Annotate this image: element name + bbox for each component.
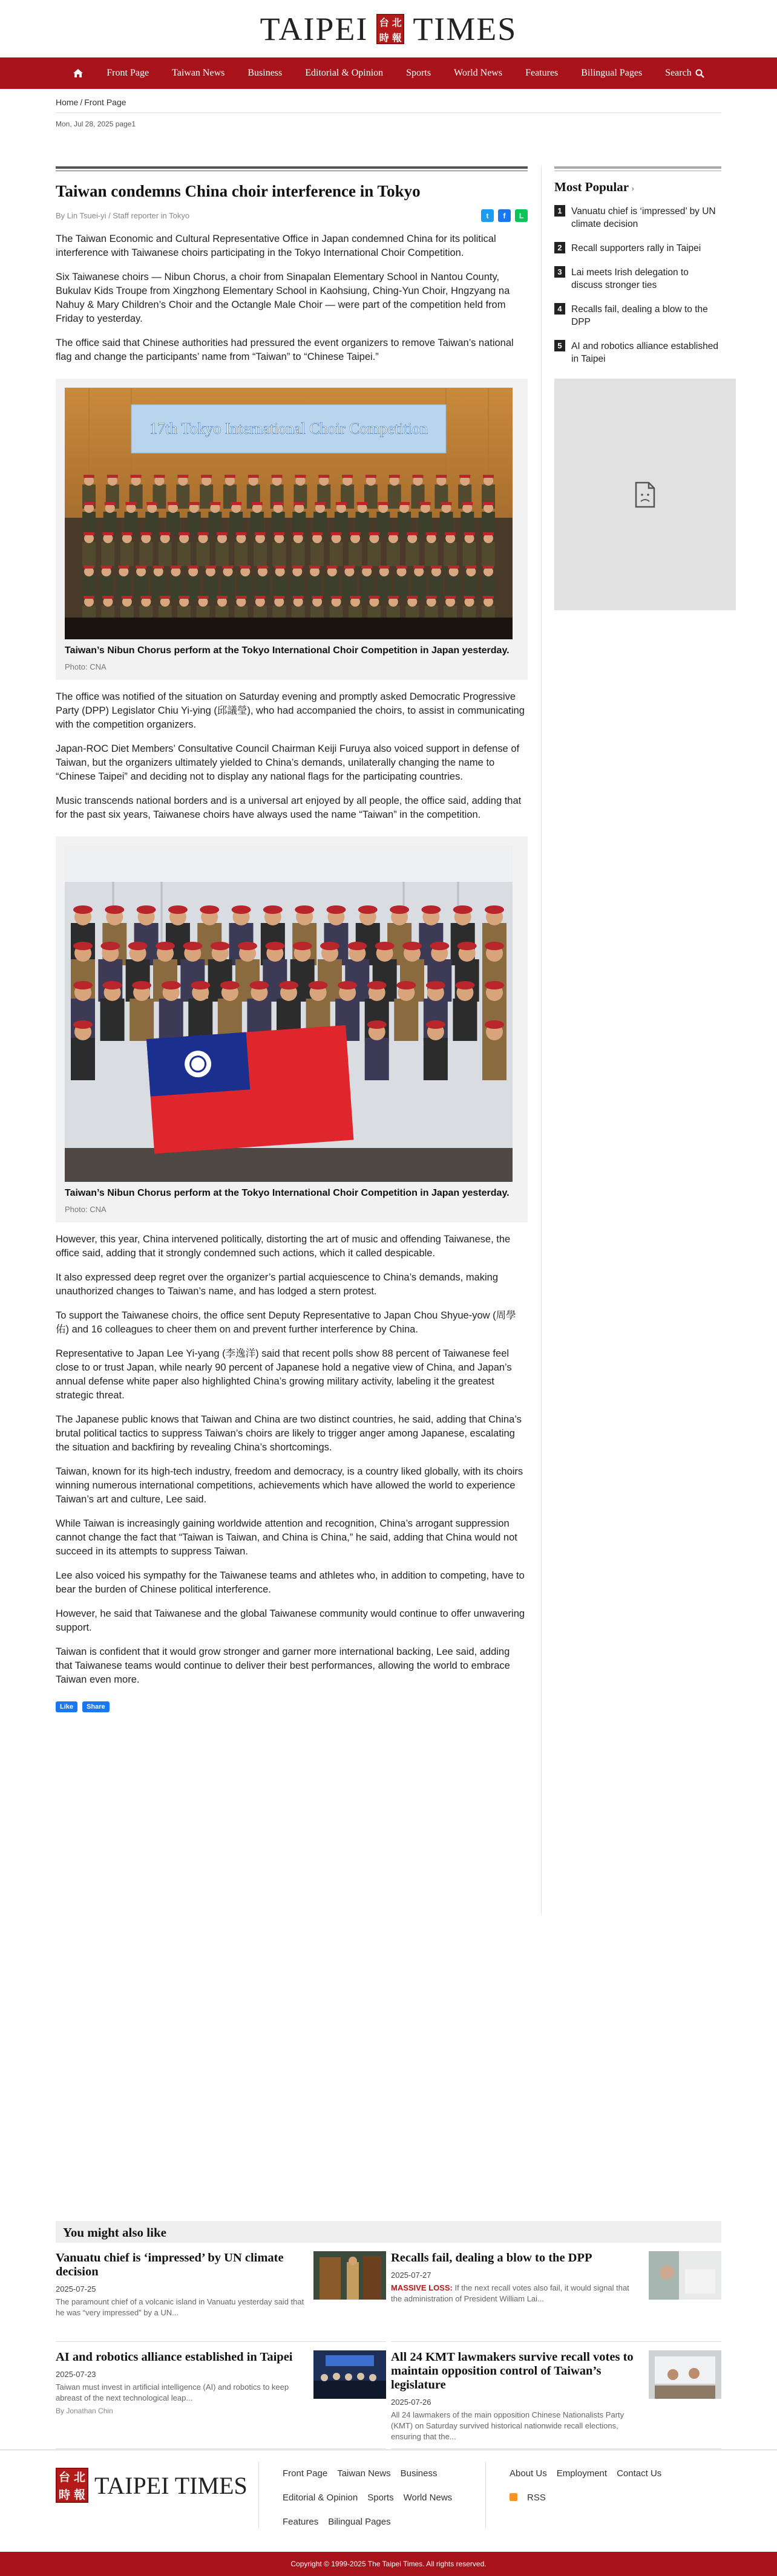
footer-section-links (283, 2462, 476, 2534)
card-title[interactable]: Recalls fail, dealing a blow to the DPP (391, 2251, 592, 2265)
card-title[interactable]: AI and robotics alliance established in Taipei (56, 2350, 293, 2364)
footer-link[interactable]: Sports (367, 2493, 394, 2503)
breadcrumb-home[interactable]: Home (56, 97, 79, 107)
facebook-share-button[interactable]: Share (82, 1701, 110, 1712)
card-snippet (391, 2410, 640, 2442)
most-popular-list (554, 205, 721, 365)
footer-link[interactable]: Business (400, 2468, 438, 2479)
popular-item[interactable] (554, 340, 721, 365)
article-paragraph: While Taiwan is increasingly gaining worldwide attention and recognition, China’s arrogant suppression cannot change the fact that “Taiwan is Taiwan, and China is China,” he said, adding that China would not succeed in its attempts to suppress Taiwan. (56, 1518, 517, 1557)
rss-link[interactable] (510, 2493, 556, 2503)
nav-search-button[interactable] (654, 68, 716, 79)
card-snippet (56, 2382, 305, 2404)
card-thumbnail[interactable] (649, 2350, 721, 2399)
sidebar-top-rule (554, 166, 721, 171)
figure-caption: Taiwan’s Nibun Chorus perform at the Tokyo International Choir Competition in Japan yesterday. (65, 1188, 510, 1198)
nav-search-label: Search (665, 68, 692, 78)
seal-char: 報 (392, 31, 402, 44)
card-date: 2025-07-27 (391, 2271, 431, 2280)
card-body (391, 2251, 640, 2335)
figure-credit: Photo: CNA (65, 662, 107, 671)
footer-link[interactable]: Employment (556, 2468, 608, 2479)
article-title: Taiwan condemns China choir interference in Tokyo (56, 182, 421, 200)
facebook-share-icon[interactable]: f (498, 209, 511, 222)
byline: By Lin Tsuei-yi / Staff reporter in Tokyo (56, 211, 190, 220)
related-card[interactable] (56, 2251, 386, 2342)
article-top-rule (56, 166, 528, 171)
footer-link[interactable]: Front Page (283, 2468, 328, 2479)
nav-business[interactable]: Business (248, 68, 283, 78)
popular-rank: 3 (554, 266, 565, 278)
byline-row (56, 209, 528, 222)
nav-world-news[interactable]: World News (454, 68, 503, 78)
popular-rank: 2 (554, 242, 565, 253)
main-nav (0, 57, 777, 89)
home-icon[interactable] (61, 68, 95, 78)
card-highlight: MASSIVE LOSS: (391, 2283, 453, 2292)
social-like-bar (56, 1701, 528, 1712)
card-snippet-text: If the next recall votes also fail, it would signal that the administration of President William Lai... (391, 2283, 629, 2303)
article-paragraph: Music transcends national borders and is a universal art enjoyed by all people, the office said, adding that for the past six years, Taiwanese choirs have always used the name “Taiwan” in the competition. (56, 795, 522, 820)
popular-title: Recalls fail, dealing a blow to the DPP (571, 304, 708, 327)
footer-link[interactable]: About Us (510, 2468, 547, 2479)
nav-features[interactable]: Features (525, 68, 559, 78)
article-figure (56, 836, 528, 1222)
search-icon (695, 69, 704, 78)
footer-link[interactable]: Bilingual Pages (328, 2517, 391, 2527)
article-paragraph: The Japanese public knows that Taiwan and China are two distinct countries, he said, adding that China’s brutal political tactics to suppress Taiwan’s choirs are likely to trigger anger among Japanese, escalating the situation and backfiring by revealing China’s shortcomings. (56, 1414, 522, 1453)
twitter-share-icon[interactable]: t (481, 209, 494, 222)
most-popular-title: Most Popular (554, 180, 629, 194)
seal-char: 時 (58, 2488, 70, 2502)
footer-link[interactable]: World News (403, 2493, 453, 2503)
article-figure (56, 379, 528, 680)
article-paragraph: Taiwan is confident that it would grow stronger and garner more international backing, Lee said, adding that Taiwanese teams would continue to deliver their best performances, allowing the world to embrace Taiwan even more. (56, 1646, 510, 1685)
line-share-icon[interactable]: L (515, 209, 528, 222)
footer-seal-logo (56, 2468, 88, 2503)
article-paragraph: It also expressed deep regret over the organizer’s partial acquiescence to China’s demands, making unauthorized changes to Taiwan’s name, and has lodged a stern protest. (56, 1272, 499, 1297)
card-title[interactable]: All 24 KMT lawmakers survive recall votes to maintain opposition control of Taiwan’s legislature (391, 2350, 634, 2392)
card-body (56, 2350, 305, 2442)
related-articles (56, 2221, 721, 2449)
related-heading: You might also like (56, 2221, 721, 2243)
related-card[interactable] (56, 2350, 386, 2449)
article (56, 166, 528, 1712)
breadcrumb-sep: / (80, 97, 83, 107)
rss-label: RSS (527, 2493, 546, 2503)
article-paragraph: Lee also voiced his sympathy for the Taiwanese teams and athletes who, in addition to competing, have to bear the burden of Chinese political interference. (56, 1570, 525, 1595)
popular-item[interactable] (554, 242, 721, 255)
card-date: 2025-07-25 (56, 2284, 96, 2294)
column-divider (541, 166, 542, 1914)
popular-rank: 4 (554, 303, 565, 315)
card-snippet-text: All 24 lawmakers of the main opposition Chinese Nationalists Party (KMT) on Saturday survived historical nationwide recall elections, ensuring that the... (391, 2410, 625, 2441)
related-grid (56, 2251, 721, 2449)
card-thumbnail[interactable] (649, 2251, 721, 2300)
related-card[interactable] (391, 2251, 721, 2342)
nav-sports[interactable]: Sports (406, 68, 431, 78)
popular-title: AI and robotics alliance established in Taipei (571, 341, 718, 364)
broken-document-icon (634, 481, 656, 508)
nav-bilingual-pages[interactable]: Bilingual Pages (581, 68, 643, 78)
content-wrap (56, 89, 721, 1710)
article-paragraph: Six Taiwanese choirs — Nibun Chorus, a choir from Sinapalan Elementary School in Nantou County, Bukulav Kids Troupe from Xingzhong Elementary School in Kaohsiung, Ching-Yun Choir, Hngzyang na Nahuy & Mary Children’s Choir and the Octangle Male Choir — were part of the competition held from Friday to yesterday. (56, 272, 510, 324)
card-date: 2025-07-23 (56, 2370, 96, 2379)
seal-char: 時 (379, 31, 389, 44)
seal-char: 報 (73, 2488, 85, 2502)
seal-char: 台 (58, 2471, 70, 2484)
copyright-bar: Copyright © 1999-2025 The Taipei Times. All rights reserved. (0, 2552, 777, 2576)
footer-info-links (510, 2462, 715, 2510)
card-title[interactable]: Vanuatu chief is ‘impressed’ by UN climate decision (56, 2251, 284, 2278)
article-paragraph: The office was notified of the situation on Saturday evening and promptly asked Democratic Progressive Party (DPP) Legislator Chiu Yi-ying (邱議瑩), who had accompanied the choirs, to assist in communicating with the competition organizers. (56, 691, 525, 730)
related-card[interactable] (391, 2350, 721, 2449)
masthead-times: TIMES (413, 10, 517, 47)
popular-item[interactable] (554, 266, 721, 292)
sidebar (554, 166, 721, 610)
rss-icon (510, 2493, 517, 2501)
card-thumbnail[interactable] (313, 2350, 386, 2399)
card-date: 2025-07-26 (391, 2398, 431, 2407)
nav-taiwan-news[interactable]: Taiwan News (172, 68, 225, 78)
popular-item[interactable] (554, 303, 721, 328)
card-body (391, 2350, 640, 2442)
banner-text: 17th Tokyo International Choir Competition (149, 420, 428, 437)
popular-item[interactable] (554, 205, 721, 230)
popular-rank: 5 (554, 340, 565, 351)
seal-char: 台 (379, 16, 389, 28)
footer-link[interactable]: Editorial & Opinion (283, 2493, 358, 2503)
footer-wordmark (94, 2471, 248, 2500)
popular-title: Vanuatu chief is ‘impressed’ by UN climate decision (571, 206, 716, 229)
article-paragraph: Representative to Japan Lee Yi-yang (李逸洋) said that recent polls show 88 percent of Taiwanese feel close to or trust Japan, while nearly 90 percent of Japanese hold a negative view of China, and Japan’s annual defense white paper also highlighted China’s growing military activity, labeling it the greatest strategic threat. (56, 1348, 512, 1401)
popular-rank: 1 (554, 205, 565, 217)
card-thumbnail[interactable] (313, 2251, 386, 2300)
seal-char: 北 (73, 2471, 85, 2484)
nav-front-page[interactable]: Front Page (107, 68, 149, 78)
footer-column-divider (258, 2462, 259, 2528)
figure-credit: Photo: CNA (65, 1205, 107, 1214)
advertisement-placeholder[interactable] (554, 379, 736, 610)
article-paragraph: Japan-ROC Diet Members’ Consultative Council Chairman Keiji Furuya also voiced support in defense of Taiwan, but the organizers ultimately yielded to China’s demands, unilaterally changing the name to “Chinese Taipei” and deciding not to display any national flags for the participating countries. (56, 743, 520, 782)
most-popular-heading[interactable] (554, 180, 721, 195)
footer-wordmark-taipei: TAIPEI (94, 2471, 169, 2499)
article-paragraph: The office said that Chinese authorities had pressured the event organizers to remove Taiwan’s national flag and change the participants’ name from “Taiwan” to “Chinese Taipei.” (56, 337, 514, 362)
card-snippet-text: Taiwan must invest in artificial intelligence (AI) and robotics to keep abreast of the next technological leap... (56, 2382, 289, 2402)
card-snippet-text: The paramount chief of a volcanic island in Vanuatu yesterday said that he was “very impressed” by a UN... (56, 2297, 304, 2317)
chevron-right-icon: › (631, 183, 635, 194)
breadcrumb (56, 89, 721, 107)
article-paragraph: However, this year, China intervened politically, distorting the art of music and offending Taiwanese, the office said, adding that it strongly condemned such actions, which it called despicable. (56, 1234, 511, 1259)
seal-char: 北 (392, 16, 402, 28)
footer (56, 2462, 721, 2534)
masthead-taipei: TAIPEI (260, 10, 369, 47)
breadcrumb-current[interactable]: Front Page (84, 97, 126, 107)
card-body (56, 2251, 305, 2335)
nav-editorial-opinion[interactable]: Editorial & Opinion (305, 68, 384, 78)
popular-title: Recall supporters rally in Taipei (571, 243, 701, 253)
choir-stage-photo[interactable] (65, 388, 513, 639)
footer-logo[interactable] (56, 2468, 248, 2503)
footer-link[interactable]: Contact Us (617, 2468, 662, 2479)
footer-wordmark-times: TIMES (174, 2471, 248, 2499)
article-paragraph: To support the Taiwanese choirs, the office sent Deputy Representative to Japan Chou Shyue-yow (周學佑) and 16 colleagues to cheer them on and prevent further interference by China. (56, 1310, 516, 1335)
footer-link[interactable]: Taiwan News (337, 2468, 391, 2479)
dateline: Mon, Jul 28, 2025 page1 (56, 120, 136, 128)
popular-title: Lai meets Irish delegation to discuss stronger ties (571, 267, 689, 290)
masthead-seal-logo (376, 14, 404, 44)
article-paragraph: The Taiwan Economic and Cultural Representative Office in Japan condemned China for its political interference with Taiwanese choirs participating in the Tokyo International Choir Competition. (56, 233, 496, 258)
footer-link[interactable]: Features (283, 2517, 319, 2527)
share-buttons (481, 209, 528, 222)
choir-flag-photo[interactable] (65, 846, 513, 1182)
facebook-like-button[interactable]: Like (56, 1701, 77, 1712)
card-snippet (391, 2283, 640, 2304)
card-byline: By Jonathan Chin (56, 2407, 113, 2415)
article-paragraph: However, he said that Taiwanese and the global Taiwanese community would continue to offer unwavering support. (56, 1608, 525, 1633)
footer-column-divider (485, 2462, 486, 2528)
card-snippet (56, 2297, 305, 2318)
figure-caption: Taiwan’s Nibun Chorus perform at the Tokyo International Choir Competition in Japan yesterday. (65, 645, 510, 656)
masthead[interactable] (0, 0, 777, 57)
article-paragraph: Taiwan, known for its high-tech industry, freedom and democracy, is a country liked globally, with its choirs winning numerous international competitions, achievements which have allowed the world to experience Taiwan’s art and culture, Lee said. (56, 1466, 523, 1505)
